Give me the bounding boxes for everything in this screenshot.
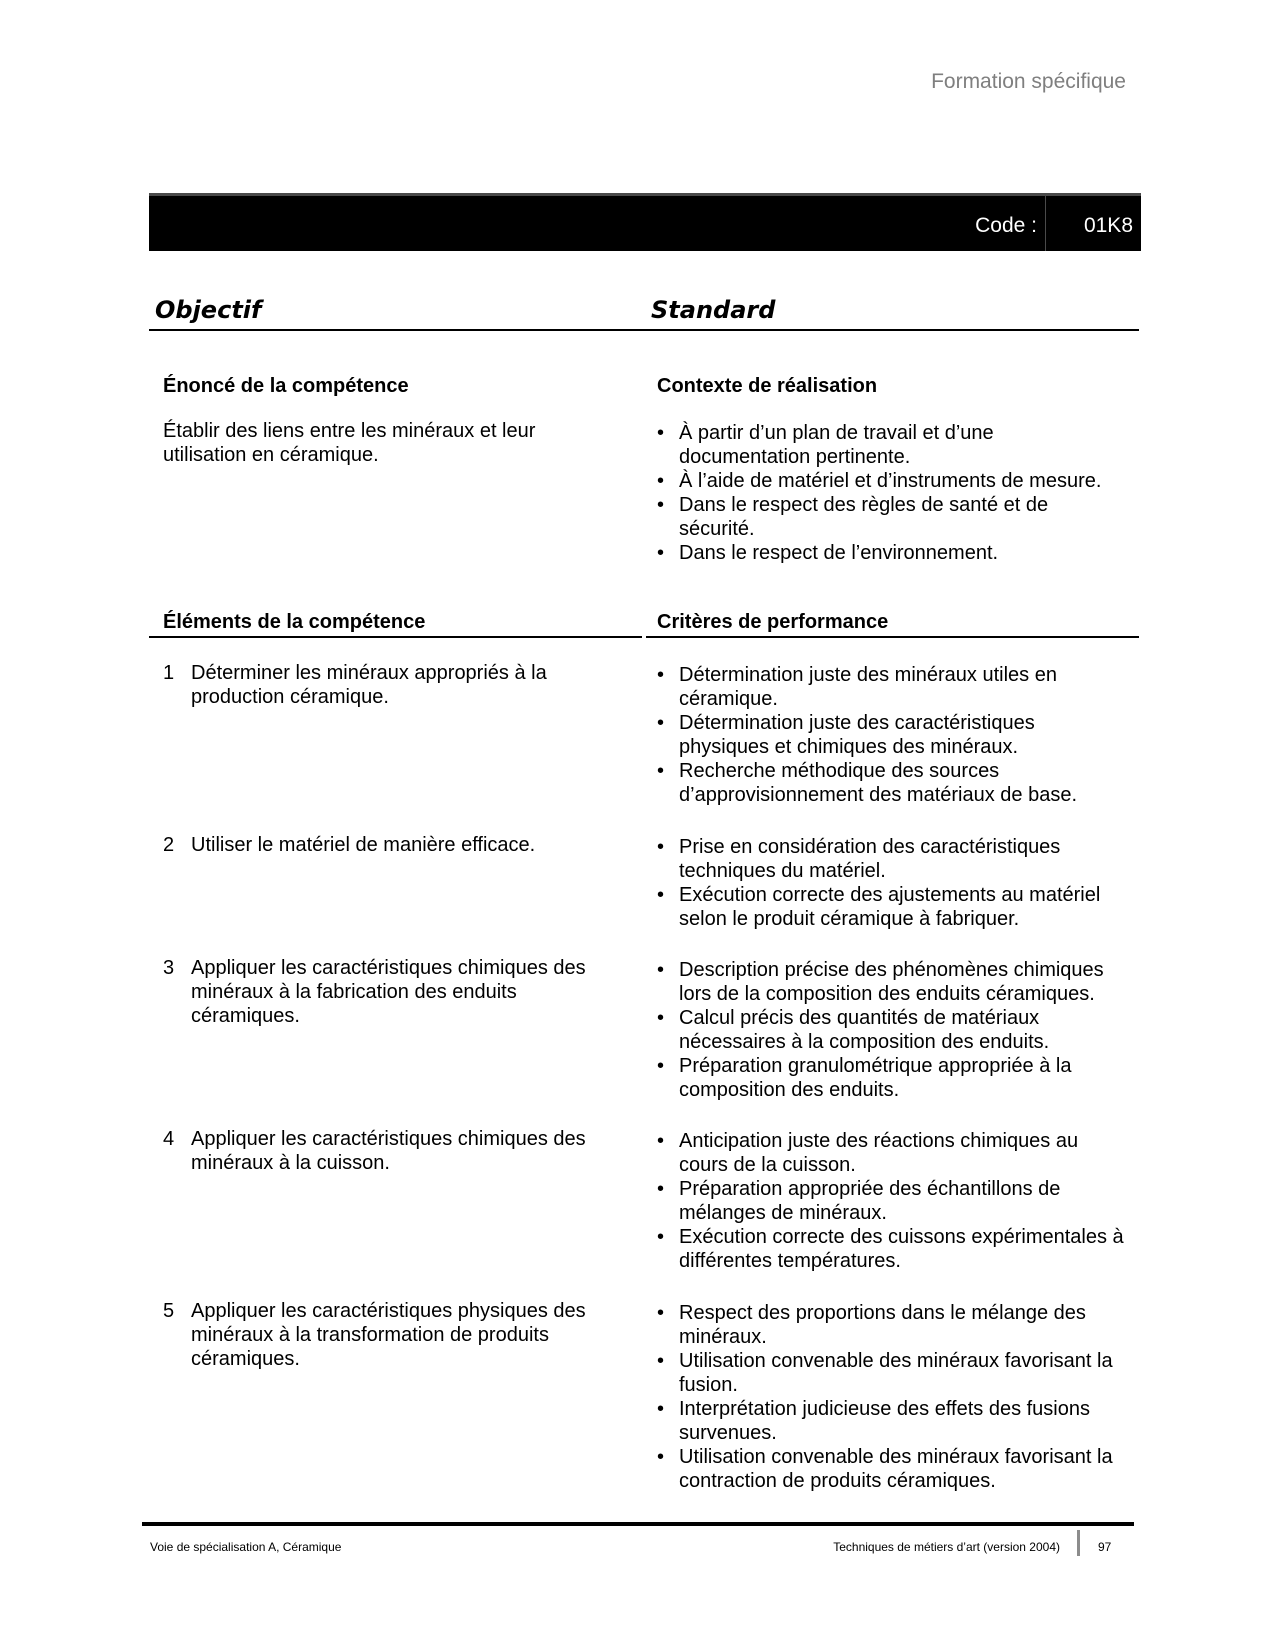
element-text: Appliquer les caractéristiques chimiques des minéraux à la cuisson. <box>191 1128 586 1174</box>
footer-rule <box>142 1522 1134 1526</box>
criteria-list-1 <box>657 663 1127 807</box>
list-item: • Préparation granulométrique appropriée à la composition des enduits. <box>657 1054 1127 1102</box>
list-item: • Exécution correcte des cuissons expérimentales à différentes températures. <box>657 1225 1127 1273</box>
list-item: • Recherche méthodique des sources d’approvisionnement des matériaux de base. <box>657 759 1127 807</box>
element-number: 1 <box>163 662 175 684</box>
context-heading: Contexte de réalisation <box>657 375 878 397</box>
criteria-list-5 <box>657 1301 1127 1493</box>
code-value: 01K8 <box>1083 214 1133 237</box>
running-head: Formation spécifique <box>931 70 1126 93</box>
footer-divider <box>1077 1530 1080 1556</box>
list-item: • Dans le respect des règles de santé et de sécurité. <box>657 493 1127 541</box>
criteria-list-3 <box>657 958 1127 1102</box>
list-item: • Prise en considération des caractéristiques techniques du matériel. <box>657 835 1127 883</box>
competence-element-1 <box>163 661 623 709</box>
list-item: • Utilisation convenable des minéraux favorisant la fusion. <box>657 1349 1127 1397</box>
list-item: • Détermination juste des minéraux utiles en céramique. <box>657 663 1127 711</box>
element-number: 4 <box>163 1128 175 1150</box>
competence-element-5 <box>163 1299 623 1371</box>
objective-title: Objectif <box>155 296 262 324</box>
element-text: Appliquer les caractéristiques chimiques des minéraux à la fabrication des enduits céramiques. <box>191 957 586 1027</box>
page-number: 97 <box>1098 1540 1112 1554</box>
list-item: • Détermination juste des caractéristiques physiques et chimiques des minéraux. <box>657 711 1127 759</box>
list-item: • À partir d’un plan de travail et d’une documentation pertinente. <box>657 421 1127 469</box>
criteria-list-4 <box>657 1129 1127 1273</box>
competence-element-4 <box>163 1127 623 1175</box>
element-number: 5 <box>163 1300 175 1322</box>
element-text: Appliquer les caractéristiques physiques des minéraux à la transformation de produits céramiques. <box>191 1300 586 1370</box>
code-label: Code : <box>975 214 1037 237</box>
column-title-rule <box>149 329 1139 331</box>
list-item: • À l’aide de matériel et d’instruments de mesure. <box>657 469 1127 493</box>
list-item: • Description précise des phénomènes chimiques lors de la composition des enduits céramiques. <box>657 958 1127 1006</box>
list-item: • Exécution correcte des ajustements au matériel selon le produit céramique à fabriquer. <box>657 883 1127 931</box>
element-text: Déterminer les minéraux appropriés à la production céramique. <box>191 662 547 708</box>
competence-heading: Énoncé de la compétence <box>163 375 409 397</box>
element-number: 3 <box>163 957 175 979</box>
list-item: • Interprétation judicieuse des effets des fusions survenues. <box>657 1397 1127 1445</box>
footer-left: Voie de spécialisation A, Céramique <box>150 1540 342 1554</box>
element-number: 2 <box>163 834 175 856</box>
elements-heading: Éléments de la compétence <box>163 611 426 633</box>
elements-rule <box>149 636 642 638</box>
standard-title: Standard <box>651 296 776 324</box>
list-item: • Calcul précis des quantités de matériaux nécessaires à la composition des enduits. <box>657 1006 1127 1054</box>
list-item: • Dans le respect de l’environnement. <box>657 541 1127 565</box>
footer-right: Techniques de métiers d’art (version 2004) <box>833 1540 1060 1554</box>
competence-element-2 <box>163 833 623 857</box>
element-text: Utiliser le matériel de manière efficace. <box>191 834 536 856</box>
criteria-list-2 <box>657 835 1127 931</box>
competence-statement: Établir des liens entre les minéraux et leur utilisation en céramique. <box>163 420 536 466</box>
context-list <box>657 421 1127 565</box>
criteria-heading: Critères de performance <box>657 611 889 633</box>
list-item: • Utilisation convenable des minéraux favorisant la contraction de produits céramiques. <box>657 1445 1127 1493</box>
competence-element-3 <box>163 956 623 1028</box>
criteria-rule <box>646 636 1139 638</box>
list-item: • Anticipation juste des réactions chimiques au cours de la cuisson. <box>657 1129 1127 1177</box>
list-item: • Préparation appropriée des échantillons de mélanges de minéraux. <box>657 1177 1127 1225</box>
code-separator <box>1045 196 1046 251</box>
code-bar <box>149 193 1141 251</box>
list-item: • Respect des proportions dans le mélange des minéraux. <box>657 1301 1127 1349</box>
